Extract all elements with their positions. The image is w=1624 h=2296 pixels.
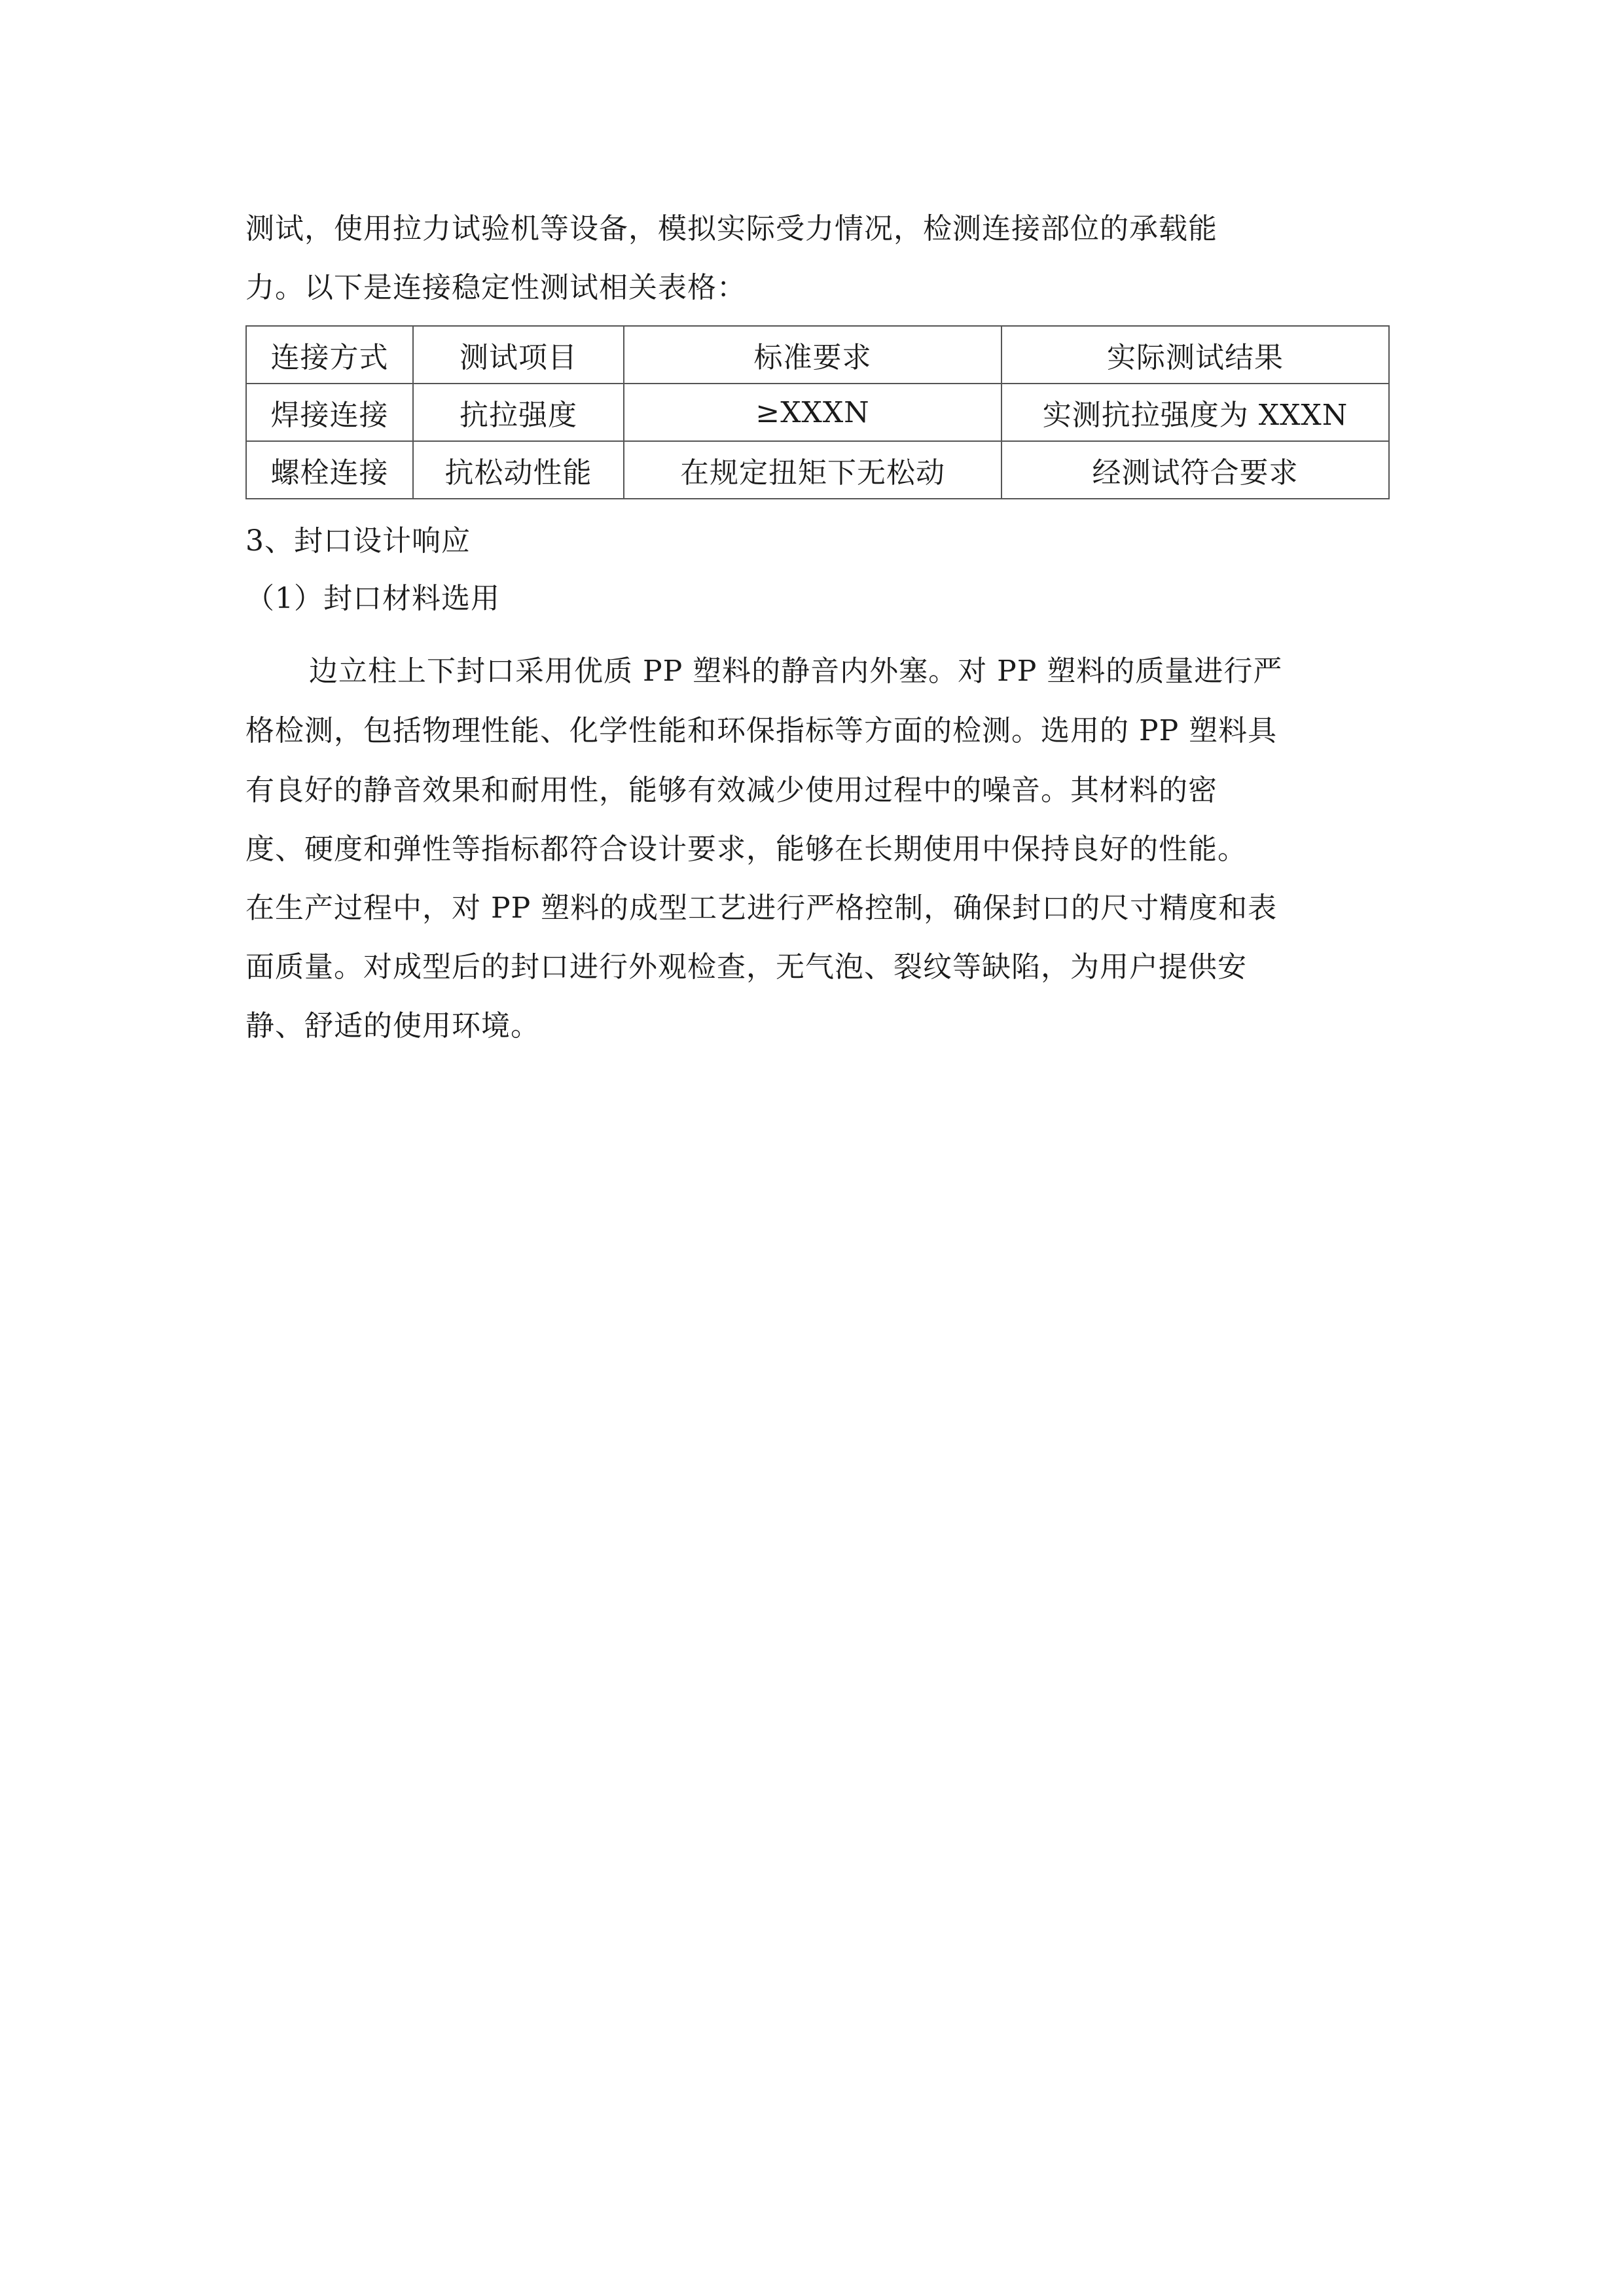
table-cell: 焊接连接 — [246, 384, 413, 441]
paragraph-line: 有良好的静音效果和耐用性，能够有效减少使用过程中的噪音。其材料的密 — [245, 774, 1218, 807]
table-header-cell: 测试项目 — [413, 326, 624, 384]
table-cell: 实测抗拉强度为 XXXN — [1001, 384, 1389, 441]
section-heading: 3、封口设计响应 — [245, 524, 471, 558]
table-row — [246, 384, 1389, 441]
paragraph-line: 边立柱上下封口采用优质 PP 塑料的静音内外塞。对 PP 塑料的质量进行严 — [309, 655, 1283, 688]
table-header-cell: 标准要求 — [624, 326, 1001, 384]
table-header-row — [246, 326, 1389, 384]
table-cell: 螺栓连接 — [246, 441, 413, 499]
table-cell: 抗松动性能 — [413, 441, 624, 499]
table-cell: 抗拉强度 — [413, 384, 624, 441]
paragraph-line: 格检测，包括物理性能、化学性能和环保指标等方面的检测。选用的 PP 塑料具 — [245, 714, 1278, 747]
table-cell: 经测试符合要求 — [1001, 441, 1389, 499]
paragraph-line: 在生产过程中，对 PP 塑料的成型工艺进行严格控制，确保封口的尺寸精度和表 — [245, 891, 1278, 925]
intro-line-2: 力。以下是连接稳定性测试相关表格： — [245, 271, 746, 304]
paragraph-line: 静、舒适的使用环境。 — [245, 1009, 540, 1043]
table-cell: 在规定扭矩下无松动 — [624, 441, 1001, 499]
paragraph-line: 度、硬度和弹性等指标都符合设计要求，能够在长期使用中保持良好的性能。 — [245, 833, 1247, 866]
table-row — [246, 441, 1389, 499]
table-header-cell: 实际测试结果 — [1001, 326, 1389, 384]
table-header-cell: 连接方式 — [246, 326, 413, 384]
section-subheading: （1）封口材料选用 — [245, 582, 500, 615]
intro-line-1: 测试，使用拉力试验机等设备，模拟实际受力情况，检测连接部位的承载能 — [245, 212, 1218, 245]
connection-test-table — [245, 325, 1390, 499]
table-cell: ≥XXXN — [624, 384, 1001, 441]
paragraph-line: 面质量。对成型后的封口进行外观检查，无气泡、裂纹等缺陷，为用户提供安 — [245, 950, 1247, 984]
